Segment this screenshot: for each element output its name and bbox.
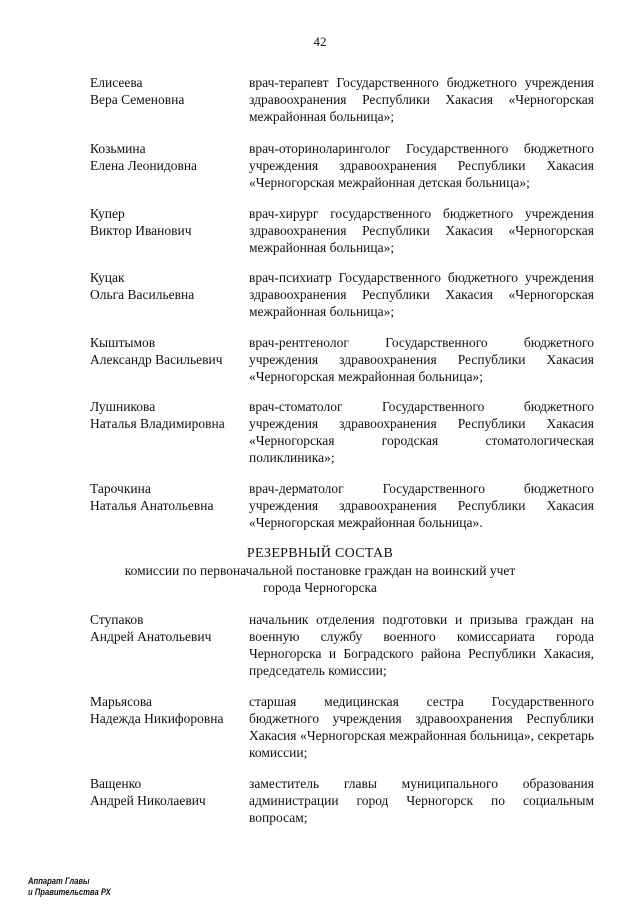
- member-name: [90, 140, 250, 174]
- page-number: 42: [313, 34, 327, 49]
- office-stamp: [28, 876, 111, 898]
- member-surname: Кыштымов: [90, 335, 156, 350]
- member-surname: Ващенко: [90, 776, 142, 791]
- member-given-names: Андрей Анатольевич: [90, 629, 212, 644]
- reserve-subtitle-line: города Черногорска: [263, 580, 377, 595]
- member-given-names: Ольга Васильевна: [90, 287, 195, 302]
- member-given-names: Андрей Николаевич: [90, 793, 206, 808]
- member-role: врач-стоматолог Государственного бюджетного учреждения здравоохранения Республики Хакасия «Черногорская городская стоматологическая поликлиника»;: [249, 399, 594, 465]
- member-role: врач-оториноларинголог Государственного бюджетного учреждения здравоохранения Республики Хакасия «Черногорская межрайонная детская больница»;: [249, 141, 594, 190]
- member-role: врач-терапевт Государственного бюджетного учреждения здравоохранения Республики Хакасия «Черногорская межрайонная больница»;: [249, 75, 594, 124]
- member-surname: Елисеева: [90, 75, 143, 90]
- member-surname: Купер: [90, 206, 125, 221]
- member-name: [90, 398, 250, 432]
- member-role: заместитель главы муниципального образования администрации город Черногорск по социальным вопросам;: [249, 776, 594, 825]
- member-name: [90, 693, 250, 727]
- member-given-names: Елена Леонидовна: [90, 158, 198, 173]
- member-given-names: Наталья Владимировна: [90, 416, 225, 431]
- stamp-line: и Правительства РХ: [28, 887, 111, 897]
- member-name: [90, 269, 250, 303]
- reserve-section-subtitle: [0, 562, 640, 596]
- member-role: врач-хирург государственного бюджетного учреждения здравоохранения Республики Хакасия «Черногорская межрайонная больница»;: [249, 206, 594, 255]
- member-given-names: Наталья Анатольевна: [90, 498, 214, 513]
- reserve-subtitle-line: комиссии по первоначальной постановке граждан на воинский учет: [124, 563, 516, 578]
- member-role: врач-дерматолог Государственного бюджетного учреждения здравоохранения Республики Хакасия «Черногорская межрайонная больница».: [249, 481, 594, 530]
- stamp-line: Аппарат Главы: [28, 876, 90, 886]
- member-role: начальник отделения подготовки и призыва граждан на военную службу военного комиссариата города Черногорска и Боградского района Республики Хакасия, председатель комиссии;: [249, 612, 594, 678]
- member-name: [90, 775, 250, 809]
- member-given-names: Надежда Никифоровна: [90, 711, 224, 726]
- member-name: [90, 334, 250, 368]
- member-name: [90, 480, 250, 514]
- member-role: врач-рентгенолог Государственного бюджетного учреждения здравоохранения Республики Хакасия «Черногорская межрайонная больница»;: [249, 335, 594, 384]
- member-name: [90, 611, 250, 645]
- member-surname: Лушникова: [90, 399, 156, 414]
- member-role: врач-психиатр Государственного бюджетного учреждения здравоохранения Республики Хакасия «Черногорская межрайонная больница»;: [249, 270, 594, 319]
- member-surname: Козьмина: [90, 141, 146, 156]
- member-given-names: Виктор Иванович: [90, 223, 192, 238]
- member-name: [90, 74, 250, 108]
- member-surname: Куцак: [90, 270, 125, 285]
- member-role: старшая медицинская сестра Государственного бюджетного учреждения здравоохранения Республики Хакасия «Черногорская межрайонная больница», секретарь комиссии;: [249, 694, 594, 760]
- member-surname: Марьясова: [90, 694, 153, 709]
- reserve-section-title: РЕЗЕРВНЫЙ СОСТАВ: [246, 546, 394, 561]
- member-name: [90, 205, 250, 239]
- member-surname: Тарочкина: [90, 481, 151, 496]
- member-given-names: Александр Васильевич: [90, 352, 223, 367]
- member-given-names: Вера Семеновна: [90, 92, 185, 107]
- member-surname: Ступаков: [90, 612, 144, 627]
